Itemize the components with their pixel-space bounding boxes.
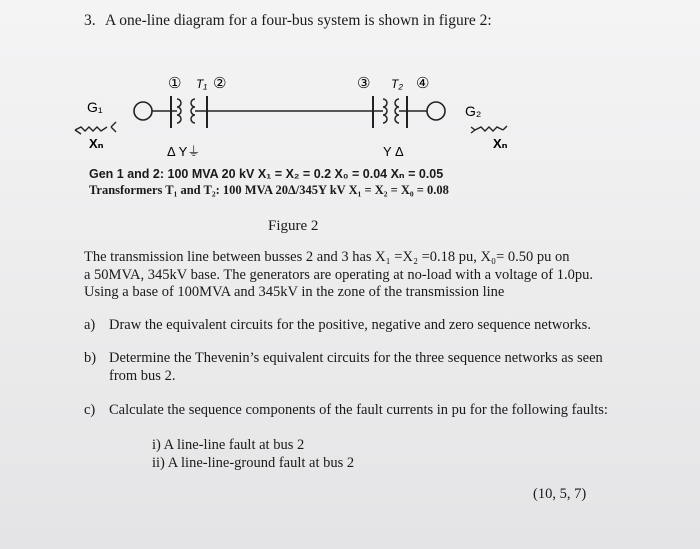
t1-transformer-symbol — [171, 99, 207, 123]
bus-4-label: ④ — [416, 75, 430, 92]
g1-label: G₁ — [87, 99, 103, 115]
xn-right-label: Xₙ — [493, 136, 508, 151]
t2-transformer-symbol — [373, 99, 407, 123]
bus-3-label: ③ — [357, 75, 371, 92]
xn-left-label: Xₙ — [89, 136, 104, 151]
t2-label: T₂ — [391, 77, 403, 91]
item-c-sub-2: ii) A line-line-ground fault at bus 2 — [152, 455, 355, 471]
item-a-text: Draw the equivalent circuits for the positive, negative and zero sequence networks. — [109, 317, 591, 333]
item-c-sub-1: i) A line-line fault at bus 2 — [152, 437, 305, 453]
item-b-text-line-2: from bus 2. — [109, 368, 176, 384]
t1-connection-label: Δ Y⏚ — [167, 144, 201, 159]
g2-label: G₂ — [465, 103, 482, 119]
item-c-text: Calculate the sequence components of the fault currents in pu for the following faults: — [109, 402, 608, 418]
problem-description — [84, 249, 664, 302]
transformer-specs: Transformers T₁ and T₂: 100 MVA 20Δ/345Y kV X₁ = X₂ = X₀ = 0.08 — [89, 183, 449, 197]
t1-label: T₁ — [196, 77, 208, 91]
description-line-1: The transmission line between busses 2 and 3 has X₁ =X₂ =0.18 pu, X₀= 0.50 pu on — [84, 249, 570, 265]
problem-number: 3. — [84, 12, 96, 29]
g2-generator-symbol — [427, 102, 445, 120]
item-a-label: a) — [84, 317, 96, 333]
points-allocation: (10, 5, 7) — [533, 486, 587, 502]
figure-caption: Figure 2 — [268, 218, 319, 234]
description-line-2: a 50MVA, 345kV base. The generators are operating at no-load with a voltage of 1.0pu. — [84, 266, 593, 283]
g2-neutral-ground — [471, 126, 507, 133]
item-c-label: c) — [84, 402, 96, 418]
bus-1-label: ① — [168, 75, 182, 92]
item-b-text-line-1: Determine the Thevenin’s equivalent circuits for the three sequence networks as seen — [109, 350, 603, 366]
description-line-3: Using a base of 100MVA and 345kV in the zone of the transmission line — [84, 284, 505, 300]
t2-connection-label: Y Δ — [383, 144, 404, 159]
bus-2-label: ② — [213, 75, 227, 92]
generator-specs: Gen 1 and 2: 100 MVA 20 kV X₁ = X₂ = 0.2 X₀ = 0.04 Xₙ = 0.05 — [89, 167, 444, 181]
g1-generator-symbol — [134, 102, 152, 120]
problem-title: A one-line diagram for a four-bus system is shown in figure 2: — [105, 12, 492, 29]
item-b-label: b) — [84, 350, 97, 366]
one-line-diagram — [55, 68, 525, 168]
g1-neutral-ground — [75, 122, 116, 134]
